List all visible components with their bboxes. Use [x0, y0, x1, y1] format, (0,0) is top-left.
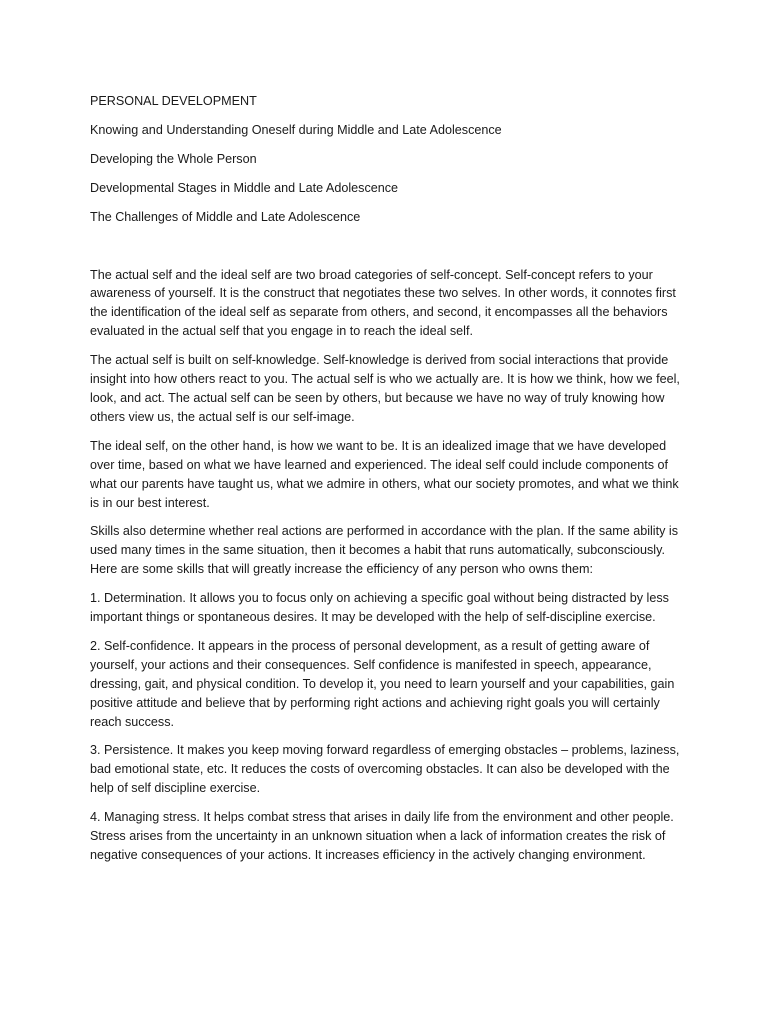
section-spacer — [90, 237, 680, 266]
list-item-managing-stress: 4. Managing stress. It helps combat stress that arises in daily life from the environment and other people. Stress arises from the uncertainty in an unknown situation when a lack of information creates the risk of negative consequences of your actions. It increases efficiency in the actively changing environment. — [90, 810, 674, 862]
subheading: Developing the Whole Person — [90, 151, 257, 166]
paragraph: The ideal self, on the other hand, is how we want to be. It is an idealized image that we have developed over time, based on what we have learned and experienced. The ideal self could include components of what our parents have taught us, what we admire in others, what our society promotes, and what we think is in our best interest. — [90, 438, 679, 510]
list-item-persistence: 3. Persistence. It makes you keep moving forward regardless of emerging obstacles – problems, laziness, bad emotional state, etc. It reduces the costs of overcoming obstacles. It can also be developed with the help of self discipline exercise. — [90, 743, 680, 796]
subheading: Knowing and Understanding Oneself during Middle and Late Adolescence — [90, 122, 502, 137]
document-body — [90, 92, 680, 875]
subheading: The Challenges of Middle and Late Adolescence — [90, 209, 361, 224]
paragraph: The actual self is built on self-knowledge. Self-knowledge is derived from social interactions that provide insight into how others react to you. The actual self is who we actually are. It is how we think, how we feel, look, and act. The actual self can be seen by others, but because we have no way of truly knowing how others view us, the actual self is our self-image. — [90, 353, 680, 424]
paragraph: Skills also determine whether real actions are performed in accordance with the plan. If the same ability is used many times in the same situation, then it becomes a habit that runs automatically, subconsciously. Here are some skills that will greatly increase the efficiency of any person who owns them: — [90, 524, 678, 577]
paragraph: The actual self and the ideal self are two broad categories of self-concept. Self-concept refers to your awareness of yourself. It is the construct that negotiates these two selves. In other words, it connotes first the identification of the ideal self as separate from others, and second, it encompasses all the behaviors evaluated in the actual self that you engage in to reach the ideal self. — [90, 267, 676, 339]
list-item-self-confidence: 2. Self-confidence. It appears in the process of personal development, as a result of getting aware of yourself, your actions and their consequences. Self confidence is manifested in speech, appearance, dressing, gait, and physical condition. To develop it, you need to learn yourself and your capabilities, gain positive attitude and believe that by performing right actions and achieving right goals you will certainly reach success. — [90, 638, 675, 729]
document-title: PERSONAL DEVELOPMENT — [90, 94, 257, 108]
subheading: Developmental Stages in Middle and Late Adolescence — [90, 180, 399, 195]
list-item-determination: 1. Determination. It allows you to focus only on achieving a specific goal without being distracted by less important things or spontaneous desires. It may be developed with the help of self-discipline exercise. — [90, 591, 669, 625]
